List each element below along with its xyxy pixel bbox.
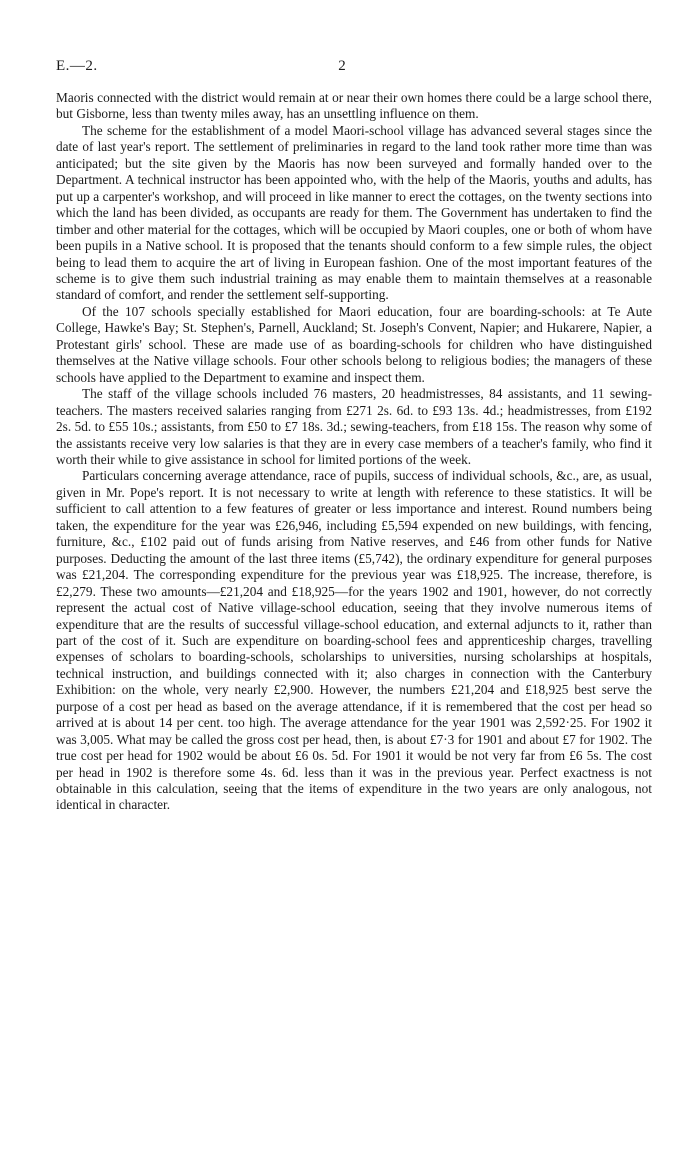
paragraph-model-village: The scheme for the establishment of a model Maori-school village has advanced several stages since the date of last year's report. The settlement of preliminaries in regard to the land took rather more time than was anticipated; but the site given by the Maoris has now been surveyed and formally handed over to the Department. A technical instructor has been appointed who, with the help of the Maoris, youths and adults, has put up a carpenter's workshop, and will proceed in like manner to erect the cottages, on the twenty sections into which the land has been divided, as occupants are ready for them. The Government has undertaken to find the timber and other material for the cottages, which will be occupied by Maori couples, one or both of whom have been pupils in a Native school. It is proposed that the tenants should conform to a few simple rules, the object being to lead them to acquire the art of living in European fashion. One of the most important features of the scheme is to give them such industrial training as may enable them to maintain themselves at a reasonable standard of comfort, and render the settlement self-supporting.: [56, 122, 652, 303]
paragraph-expenditure: Particulars concerning average attendance, race of pupils, success of individual schools, &c., are, as usual, given in Mr. Pope's report. It is not necessary to write at length with reference to these statistics. It will be sufficient to call attention to a few features of greater or less importance and interest. Round numbers being taken, the expenditure for the year was £26,946, including £5,594 expended on new buildings, with fencing, furniture, &c., £102 paid out of funds arising from Native reserves, and £46 from other funds for Native purposes. Deducting the amount of the last three items (£5,742), the ordinary expenditure for general purposes was £21,204. The corresponding expenditure for the previous year was £18,925. The increase, therefore, is £2,279. These two amounts—£21,204 and £18,925—for the years 1902 and 1901, however, do not correctly represent the actual cost of Native village-school education, seeing that they involve numerous items of expenditure that are the results of successful village-school education, and external adjuncts to it, rather than part of the cost of it. Such are expenditure on boarding-school fees and apprenticeship charges, travelling expenses of scholars to boarding-schools, scholarships to universities, nursing scholarships at hospitals, technical instruction, and buildings connected with it; also charges in connection with the Canterbury Exhibition: on the whole, very nearly £2,900. However, the numbers £21,204 and £18,925 best serve the purpose of a cost per head as based on the average attendance, if it is remembered that the cost per head so arrived at is about 14 per cent. too high. The average attendance for the year 1901 was 2,592·25. For 1902 it was 3,005. What may be called the gross cost per head, then, is about £7·3 for 1901 and about £7 for 1902. The true cost per head for 1902 would be about £6 0s. 5d. For 1901 it would be not very far from £6 5s. The cost per head in 1902 is therefore some 4s. 6d. less than it was in the previous year. Perfect exactness is not obtainable in this calculation, seeing that the items of expenditure in the two years are only analogous, not identical in character.: [56, 468, 652, 813]
page-header: [56, 58, 652, 76]
document-reference: E.—2.: [56, 58, 98, 74]
page-number: 2: [338, 58, 346, 74]
paragraph-staff-salaries: The staff of the village schools included 76 masters, 20 headmistresses, 84 assistants, and 11 sewing-teachers. The masters received salaries ranging from £271 2s. 6d. to £93 13s. 4d.; headmistresses, from £192 2s. 5d. to £55 10s.; assistants, from £50 to £7 18s. 3d.; sewing-teachers, from £18 15s. The reason why some of the assistants receive very low salaries is that they are in every case members of a teacher's family, who find it worth their while to give assistance in school for limited portions of the week.: [56, 386, 652, 467]
paragraph-boarding-schools: Of the 107 schools specially established for Maori education, four are boarding-schools: at Te Aute College, Hawke's Bay; St. Stephen's, Parnell, Auckland; St. Joseph's Convent, Napier; and Hukarere, Napier, a Protestant girls' school. These are made use of as boarding-schools for children who have distinguished themselves at the Native village schools. Four other schools belong to religious bodies; the managers of these schools have applied to the Department to examine and inspect them.: [56, 303, 652, 385]
paragraph-continuation: Maoris connected with the district would remain at or near their own homes there could be a large school there, but Gisborne, less than twenty miles away, has an unsettling influence on them.: [56, 90, 652, 122]
document-page: [56, 58, 652, 814]
